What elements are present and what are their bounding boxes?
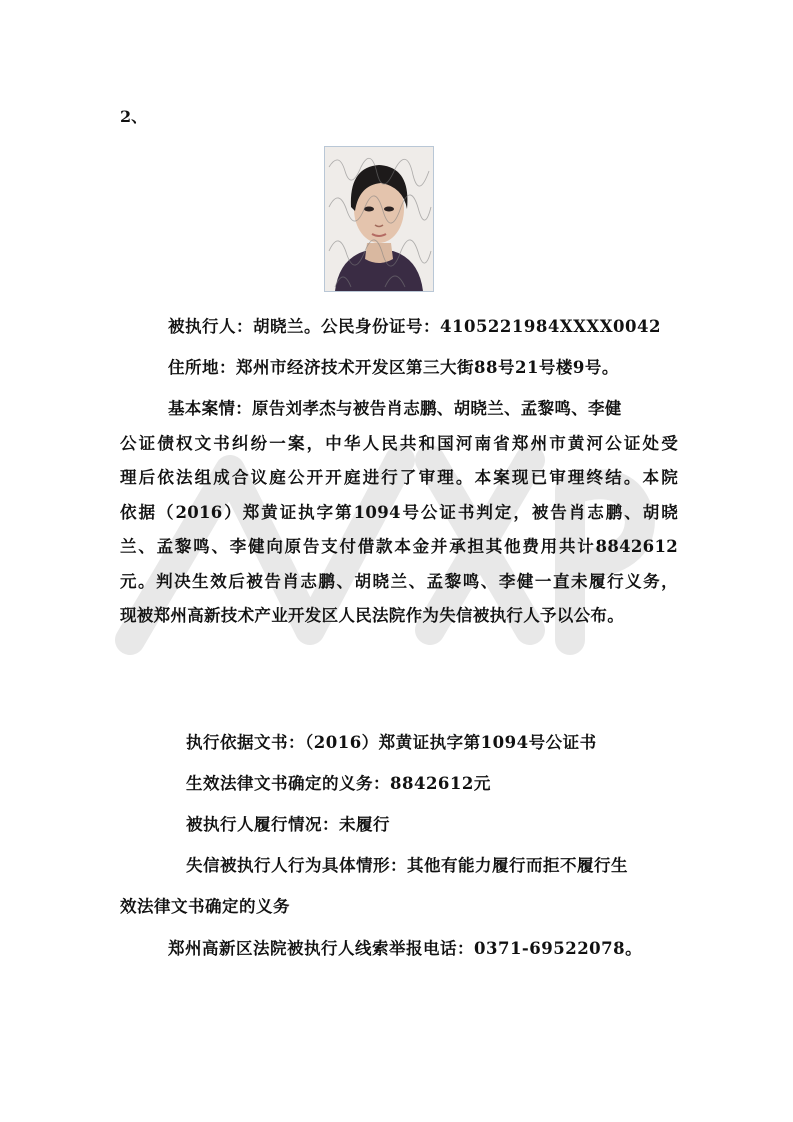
report-hotline: 郑州高新区法院被执行人线索举报电话：0371-69522078。 [168, 939, 643, 958]
performance-status: 被执行人履行情况：未履行 [186, 815, 390, 834]
case-line: 理后依法组成合议庭公开开庭进行了审理。本案现已审理终结。本院 [120, 468, 678, 487]
case-line: 兰、孟黎鸣、李健向原告支付借款本金并承担其他费用共计8842612 [120, 537, 678, 556]
case-line: 元。判决生效后被告肖志鹏、胡晓兰、孟黎鸣、李健一直未履行义务， [120, 571, 678, 591]
item-number: 2、 [120, 107, 148, 126]
enforcement-basis: 执行依据文书：（2016）郑黄证执字第1094号公证书 [186, 733, 597, 752]
address-line: 住所地：郑州市经济技术开发区第三大街88号21号楼9号。 [168, 358, 619, 377]
case-line: 公证债权文书纠纷一案，中华人民共和国河南省郑州市黄河公证处受 [120, 433, 678, 453]
case-line: 现被郑州高新技术产业开发区人民法院作为失信被执行人予以公布。 [120, 606, 624, 625]
legal-obligation: 生效法律文书确定的义务：8842612元 [186, 774, 491, 793]
case-line: 依据（2016）郑黄证执字第1094号公证书判定，被告肖志鹏、胡晓 [120, 502, 678, 522]
person-id-line: 被执行人：胡晓兰。公民身份证号：4105221984XXXX0042 [168, 317, 661, 336]
dishonest-circumstance-cont: 效法律文书确定的义务 [120, 897, 290, 916]
person-photo [324, 146, 434, 292]
case-line: 基本案情：原告刘孝杰与被告肖志鹏、胡晓兰、孟黎鸣、李健 [168, 399, 622, 418]
case-summary [120, 392, 678, 634]
dishonest-circumstance: 失信被执行人行为具体情形：其他有能力履行而拒不履行生 [186, 856, 628, 875]
